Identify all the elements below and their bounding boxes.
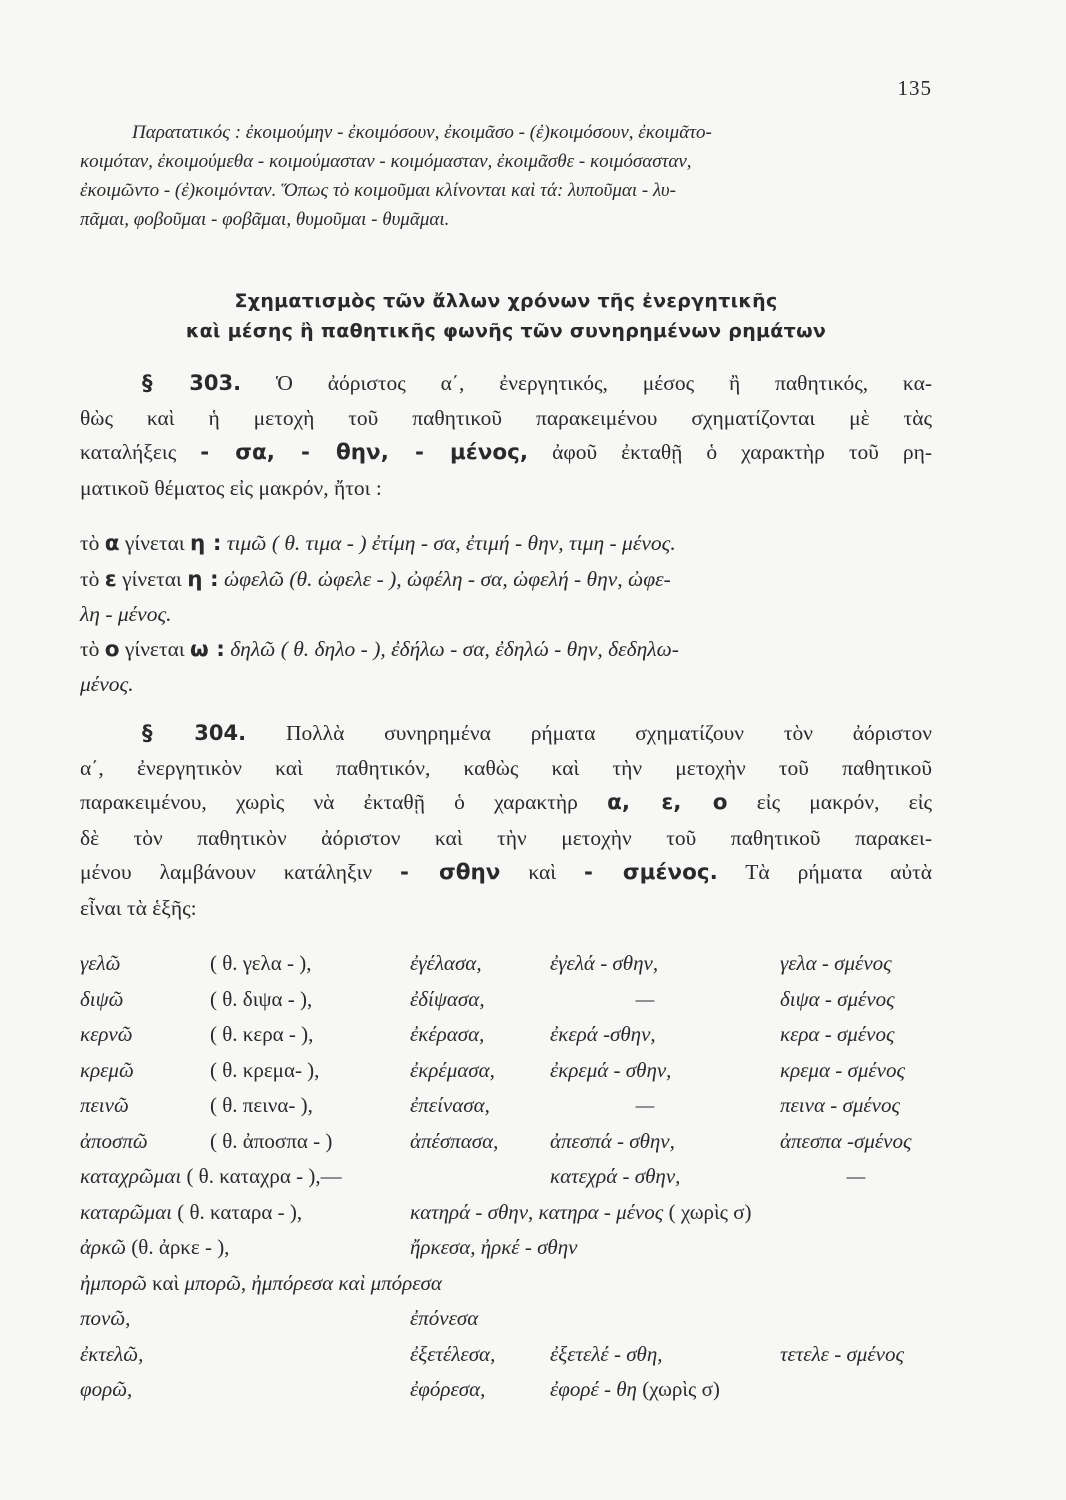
s304-line-5 (80, 855, 932, 891)
section-303 (80, 366, 932, 505)
theme-cell: ( θ. κρεμα- ), (210, 1057, 320, 1082)
ex-a-to: η : (190, 531, 222, 556)
participle-cell: τετελε - σμένος (780, 1341, 904, 1366)
aorist-cell: ἐκέρασα, (410, 1022, 485, 1047)
verb-cell: κρεμῶ (80, 1057, 134, 1082)
participle-cell: διψα - σμένος (780, 986, 895, 1011)
top-line-4: πᾶμαι, φοβοῦμαι - φοβᾶμαι, θυμοῦμαι - θυμᾶμαι. (80, 209, 450, 230)
s304-line-4: δὲ τὸν παθητικὸν ἀόριστον καὶ τὴν μετοχὴν τοῦ παθητικοῦ παρακει- (80, 825, 932, 850)
s304-vowels: α, ε, ο (607, 790, 728, 815)
theme-cell: ( θ. γελα - ), (210, 951, 312, 976)
katar-theme: ( θ. καταρα - ), (177, 1199, 303, 1224)
verb-cell: κερνῶ (80, 1022, 133, 1047)
s304-line-2: α΄, ἐνεργητικὸν καὶ παθητικόν, καθὼς καὶ τὴν μετοχὴν τοῦ παθητικοῦ (80, 755, 932, 780)
ex-a-letter: α (104, 531, 120, 556)
empor-verb: ἠμπορῶ (80, 1270, 147, 1295)
verb-cell: γελῶ (80, 951, 121, 976)
table-row (80, 1301, 932, 1337)
ex-a-pre: τὸ (80, 531, 100, 555)
passive-cell: — (635, 986, 655, 1011)
verb-cell: φορῶ, (80, 1377, 133, 1402)
s304-text-3c: εἰς μακρόν, εἰς (756, 790, 933, 814)
katar-note: ( χωρὶς σ) (668, 1199, 752, 1224)
foro-pass: ἐφορέ - θη (550, 1377, 637, 1402)
aorist-cell: ἐδίψασα, (410, 986, 485, 1011)
verb-cell: πονῶ, (80, 1306, 131, 1331)
theme-cell: ( θ. κερα - ), (210, 1022, 314, 1047)
passive-cell: ἀπεσπά - σθην, (550, 1128, 675, 1153)
ex-a-mid: γίνεται (124, 531, 185, 555)
s304-text-3a: παρακειμένου, χωρὶς νὰ ἐκταθῇ ὁ χαρακτὴρ (80, 790, 578, 814)
section-heading (80, 286, 932, 346)
aorist-cell: ἐγέλασα, (410, 951, 482, 976)
section-304 (80, 716, 932, 925)
s304-text-5c: καὶ (528, 860, 557, 884)
theme-cell: ( θ. διψα - ), (210, 986, 313, 1011)
example-alpha (80, 526, 932, 562)
section-number-303: § 303. (142, 371, 242, 395)
verb-cell (80, 1230, 410, 1266)
katachr-theme: ( θ. καταχρα - ),— (186, 1164, 342, 1189)
verb-cell: διψῶ (80, 986, 124, 1011)
ex-o-to: ω : (190, 636, 225, 662)
ex-e-mid: γίνεται (122, 566, 182, 591)
empor-kai: καὶ (152, 1270, 180, 1295)
table-row (80, 1017, 932, 1053)
aorist-cell: ἐπείνασα, (410, 1093, 490, 1118)
page-number: 135 (897, 76, 932, 100)
table-row (80, 1337, 932, 1373)
s303-line-3 (80, 435, 932, 471)
verb-cell: πεινῶ (80, 1093, 129, 1118)
top-line-2: κοιμόταν, ἐκοιμούμεθα - κοιμούμασταν - κοιμόμασταν, ἐκοιμᾶσθε - κοιμόσασταν, (80, 151, 692, 172)
ark-verb: ἀρκῶ (80, 1235, 127, 1260)
ark-rest: ἤρκεσα, ἠρκέ - σθην (410, 1235, 578, 1260)
verb-cell: ἐκτελῶ, (80, 1341, 144, 1366)
example-epsilon (80, 562, 932, 598)
s304-text-5e: Τὰ ρήματα αὐτὰ (745, 860, 932, 884)
passive-cell: ἐγελά - σθην, (550, 951, 659, 976)
table-row (80, 1266, 932, 1302)
katachr-verb: καταχρῶμαι (80, 1164, 182, 1189)
table-row (80, 1053, 932, 1089)
aorist-cell: ἐπόνεσα (410, 1306, 479, 1331)
s304-ending-smenos: - σμένος. (583, 860, 718, 885)
s303-line-1 (80, 366, 932, 401)
ex-o-rest: δηλῶ ( θ. δηλο - ), ἐδήλω - σα, ἐδηλώ - θην, δεδηλω- (230, 636, 679, 661)
katar-rest-cell (410, 1195, 932, 1231)
s304-line-1 (80, 716, 932, 751)
s303-text-3a: καταλήξεις (80, 440, 177, 464)
s304-ending-sthin: - σθην (400, 860, 501, 885)
s304-line-3 (80, 785, 932, 821)
table-row (80, 1195, 932, 1231)
passive-cell: — (635, 1093, 655, 1118)
table-row (80, 1124, 932, 1160)
aorist-cell: ἀπέσπασα, (410, 1128, 499, 1153)
participle-cell: — (846, 1164, 866, 1189)
participle-cell: κερα - σμένος (780, 1022, 895, 1047)
ark-theme: (θ. ἀρκε - ), (131, 1235, 230, 1260)
ex-e-pre: τὸ (80, 566, 100, 591)
example-omicron (80, 632, 932, 668)
participle-cell: γελα - σμένος (780, 951, 892, 976)
theme-cell: ( θ. ἀποσπα - ) (210, 1128, 333, 1153)
participle-cell: πεινα - σμένος (780, 1093, 900, 1118)
ex-a-rest: τιμῶ ( θ. τιμα - ) ἐτίμη - σα, ἐτιμή - θην, τιμη - μένος. (226, 531, 676, 555)
verb-table (80, 946, 932, 1408)
katar-rest: κατηρά - σθην, κατηρα - μένος (410, 1199, 664, 1224)
table-row (80, 1372, 932, 1408)
section-number-304: § 304. (142, 721, 247, 745)
katar-verb: καταρῶμαι (80, 1199, 172, 1224)
example-epsilon-cont: λη - μένος. (80, 602, 172, 626)
table-row (80, 1159, 932, 1195)
passive-cell: ἐκερά -σθην, (550, 1022, 656, 1047)
ex-o-pre: τὸ (80, 636, 100, 661)
top-line-1: Παρατατικός : ἐκοιμούμην - ἐκοιμόσουν, ἐκοιμᾶσο - (ἐ)κοιμόσουν, ἐκοιμᾶτο- (132, 122, 712, 143)
s303-text-3c: ἀφοῦ ἐκταθῇ ὁ χαρακτὴρ τοῦ ρη- (552, 440, 933, 464)
s304-text-5a: μένου λαμβάνουν κατάληξιν (80, 860, 373, 884)
ex-e-to: η : (187, 566, 219, 592)
participle-cell: κρεμα - σμένος (780, 1057, 906, 1082)
foro-rest-cell (550, 1372, 932, 1408)
top-line-3: ἐκοιμῶντο - (ἐ)κοιμόνταν. Ὅπως τὸ κοιμοῦμαι κλίνονται καὶ τά: λυποῦμαι - λυ- (80, 180, 676, 201)
s303-line-4: ματικοῦ θέματος εἰς μακρόν, ἤτοι : (80, 475, 382, 500)
ex-e-letter: ε (104, 566, 117, 592)
participle-cell: ἀπεσπα -σμένος (780, 1128, 912, 1153)
passive-cell: ἐξετελέ - σθη, (550, 1341, 663, 1366)
foro-note: (χωρὶς σ) (642, 1377, 720, 1402)
table-row (80, 946, 932, 982)
top-paragraph (80, 118, 932, 234)
s303-endings: - σα, - θην, - μένος, (200, 440, 529, 465)
examples-303 (80, 526, 932, 702)
ex-o-letter: ο (104, 636, 120, 662)
aorist-cell: ἐφόρεσα, (410, 1377, 486, 1402)
table-row (80, 1230, 932, 1266)
heading-line-2: καὶ μέσης ἢ παθητικῆς φωνῆς τῶν συνηρημένων ρημάτων (185, 320, 827, 342)
heading-line-1: Σχηματισμὸς τῶν ἄλλων χρόνων τῆς ἐνεργητικῆς (234, 290, 778, 312)
s304-line-6: εἶναι τὰ ἑξῆς: (80, 895, 197, 920)
aorist-cell: ἐξετέλεσα, (410, 1341, 496, 1366)
aorist-cell: ἐκρέμασα, (410, 1057, 495, 1082)
verb-cell (80, 1159, 410, 1195)
table-row (80, 982, 932, 1018)
ex-o-mid: γίνεται (124, 636, 185, 661)
passive-cell: κατεχρά - σθην, (550, 1164, 681, 1189)
s304-text-1: Πολλὰ συνηρημένα ρήματα σχηματίζουν τὸν ἀόριστον (285, 721, 933, 745)
empor-rest: μπορῶ, ἠμπόρεσα καὶ μπόρεσα (184, 1270, 442, 1295)
empor-cell (80, 1266, 932, 1302)
passive-cell: ἐκρεμά - σθην, (550, 1057, 672, 1082)
s303-line-2: θὼς καὶ ἡ μετοχὴ τοῦ παθητικοῦ παρακειμένου σχηματίζονται μὲ τὰς (80, 405, 932, 430)
theme-cell: ( θ. πεινα- ), (210, 1093, 313, 1118)
example-omicron-cont: μένος. (80, 672, 134, 696)
s303-text-1: Ὁ ἀόριστος α΄, ἐνεργητικός, μέσος ἢ παθητικός, κα- (275, 371, 933, 395)
table-row (80, 1088, 932, 1124)
verb-cell: ἀποσπῶ (80, 1128, 148, 1153)
verb-cell (80, 1195, 410, 1231)
aorist-cell (410, 1159, 550, 1195)
ex-e-rest: ὠφελῶ (θ. ὠφελε - ), ὠφέλη - σα, ὠφελή - θην, ὠφε- (223, 566, 671, 591)
